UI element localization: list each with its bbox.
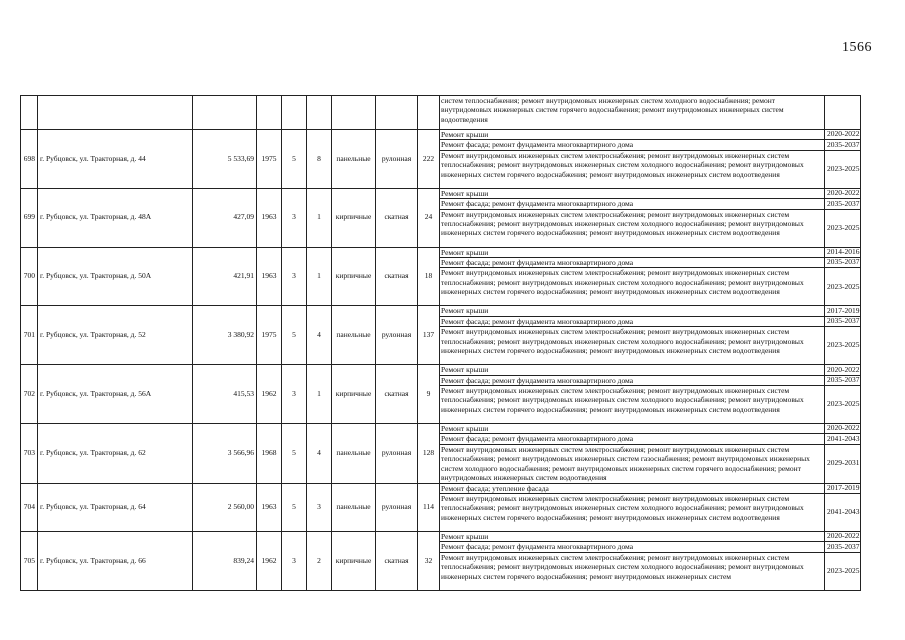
cell-residents: 222 — [418, 130, 440, 189]
table-row — [21, 531, 861, 541]
table-row — [21, 247, 861, 257]
cell-period: 2035-2037 — [825, 199, 861, 209]
cell-work: Ремонт внутридомовых инженерных систем электроснабжения; ремонт внутридомовых инженерных систем теплоснабжения; ремонт внутридомовых инженерных систем холодного водоснабжения; ремонт внутридомовых инженерных систем горячего водоснабжения; ремонт внутридомовых инженерных систем водоотведения — [440, 150, 825, 188]
cell-address: г. Рубцовск, ул. Тракторная, д. 66 — [38, 531, 193, 590]
cell-area: 3 380,92 — [193, 306, 257, 365]
cell-work: Ремонт внутридомовых инженерных систем электроснабжения; ремонт внутридомовых инженерных систем теплоснабжения; ремонт внутридомовых инженерных систем холодного водоснабжения; ремонт внутридомовых инженерных систем горячего водоснабжения; ремонт внутридомовых инженерных систем водоотведения — [440, 268, 825, 306]
cell-num: 701 — [21, 306, 38, 365]
cell-entrances: 1 — [307, 365, 332, 424]
cell-num — [21, 96, 38, 130]
cell-residents: 137 — [418, 306, 440, 365]
cell-year: 1962 — [257, 365, 282, 424]
table-row — [21, 306, 861, 316]
cell-work: Ремонт фасада; ремонт фундамента многоквартирного дома — [440, 140, 825, 150]
cell-period — [825, 96, 861, 130]
table-row — [21, 96, 861, 130]
cell-floors: 5 — [282, 424, 307, 483]
cell-period: 2023-2025 — [825, 386, 861, 424]
cell-roof: рулонная — [376, 424, 418, 483]
cell-period: 2017-2019 — [825, 306, 861, 316]
cell-area: 427,09 — [193, 188, 257, 247]
cell-entrances: 4 — [307, 306, 332, 365]
cell-roof: скатная — [376, 531, 418, 590]
cell-period: 2020-2022 — [825, 365, 861, 375]
cell-year: 1975 — [257, 306, 282, 365]
cell-area: 839,24 — [193, 531, 257, 590]
table-row — [21, 483, 861, 493]
cell-residents: 9 — [418, 365, 440, 424]
cell-roof: скатная — [376, 188, 418, 247]
cell-period: 2035-2037 — [825, 140, 861, 150]
cell-walls: панельные — [332, 130, 376, 189]
cell-area: 2 560,00 — [193, 483, 257, 531]
cell-address: г. Рубцовск, ул. Тракторная, д. 56А — [38, 365, 193, 424]
cell-period: 2035-2037 — [825, 316, 861, 326]
cell-walls: кирпичные — [332, 247, 376, 306]
cell-work: Ремонт фасада; утепление фасада — [440, 483, 825, 493]
cell-roof: рулонная — [376, 130, 418, 189]
cell-address: г. Рубцовск, ул. Тракторная, д. 52 — [38, 306, 193, 365]
cell-entrances: 1 — [307, 247, 332, 306]
cell-period: 2023-2025 — [825, 150, 861, 188]
cell-entrances: 4 — [307, 424, 332, 483]
cell-floors: 3 — [282, 247, 307, 306]
cell-period: 2020-2022 — [825, 188, 861, 198]
cell-period: 2035-2037 — [825, 542, 861, 552]
cell-address — [38, 96, 193, 130]
cell-floors: 3 — [282, 531, 307, 590]
cell-address: г. Рубцовск, ул. Тракторная, д. 64 — [38, 483, 193, 531]
cell-work: систем теплоснабжения; ремонт внутридомовых инженерных систем холодного водоснабжения; ремонт внутридомовых инженерных систем горячего водоснабжения; ремонт внутридомовых инженерных систем водоотведения — [440, 96, 825, 130]
cell-work: Ремонт фасада; ремонт фундамента многоквартирного дома — [440, 375, 825, 385]
table-row — [21, 424, 861, 434]
cell-work: Ремонт фасада; ремонт фундамента многоквартирного дома — [440, 542, 825, 552]
cell-period: 2023-2025 — [825, 327, 861, 365]
cell-work: Ремонт внутридомовых инженерных систем электроснабжения; ремонт внутридомовых инженерных систем теплоснабжения; ремонт внутридомовых инженерных систем холодного водоснабжения; ремонт внутридомовых инженерных систем горячего водоснабжения; ремонт внутридомовых инженерных систем водоотведения — [440, 386, 825, 424]
cell-period: 2020-2022 — [825, 531, 861, 541]
cell-num: 699 — [21, 188, 38, 247]
cell-floors — [282, 96, 307, 130]
cell-area: 415,53 — [193, 365, 257, 424]
cell-work: Ремонт внутридомовых инженерных систем электроснабжения; ремонт внутридомовых инженерных систем теплоснабжения; ремонт внутридомовых инженерных систем газоснабжения; ремонт внутридомовых инженерных систем холодного водоснабжения; ремонт внутридомовых инженерных систем горячего водоснабжения; ремонт внутридомовых инженерных систем водоотведения — [440, 444, 825, 483]
cell-walls: панельные — [332, 483, 376, 531]
cell-period: 2020-2022 — [825, 130, 861, 140]
cell-year: 1968 — [257, 424, 282, 483]
cell-work: Ремонт крыши — [440, 531, 825, 541]
cell-work: Ремонт фасада; ремонт фундамента многоквартирного дома — [440, 258, 825, 268]
cell-work: Ремонт фасада; ремонт фундамента многоквартирного дома — [440, 199, 825, 209]
cell-entrances: 2 — [307, 531, 332, 590]
cell-area: 3 566,96 — [193, 424, 257, 483]
cell-residents: 24 — [418, 188, 440, 247]
table-row — [21, 365, 861, 375]
cell-work: Ремонт крыши — [440, 306, 825, 316]
cell-num: 698 — [21, 130, 38, 189]
page-number: 1566 — [842, 40, 872, 55]
cell-num: 705 — [21, 531, 38, 590]
cell-residents: 114 — [418, 483, 440, 531]
cell-residents: 32 — [418, 531, 440, 590]
cell-year: 1975 — [257, 130, 282, 189]
cell-year: 1963 — [257, 188, 282, 247]
cell-period: 2014-2016 — [825, 247, 861, 257]
cell-area: 421,91 — [193, 247, 257, 306]
cell-area — [193, 96, 257, 130]
cell-work: Ремонт крыши — [440, 130, 825, 140]
cell-entrances: 1 — [307, 188, 332, 247]
cell-period: 2035-2037 — [825, 258, 861, 268]
cell-entrances — [307, 96, 332, 130]
cell-year: 1962 — [257, 531, 282, 590]
cell-address: г. Рубцовск, ул. Тракторная, д. 44 — [38, 130, 193, 189]
cell-work: Ремонт фасада; ремонт фундамента многоквартирного дома — [440, 316, 825, 326]
cell-walls: панельные — [332, 424, 376, 483]
cell-walls: кирпичные — [332, 188, 376, 247]
cell-year: 1963 — [257, 247, 282, 306]
cell-period: 2023-2025 — [825, 209, 861, 247]
cell-address: г. Рубцовск, ул. Тракторная, д. 62 — [38, 424, 193, 483]
cell-work: Ремонт крыши — [440, 247, 825, 257]
cell-residents: 18 — [418, 247, 440, 306]
cell-walls: кирпичные — [332, 531, 376, 590]
cell-roof — [376, 96, 418, 130]
cell-num: 703 — [21, 424, 38, 483]
cell-residents: 128 — [418, 424, 440, 483]
cell-floors: 3 — [282, 188, 307, 247]
cell-roof: скатная — [376, 365, 418, 424]
cell-roof: рулонная — [376, 483, 418, 531]
cell-num: 700 — [21, 247, 38, 306]
cell-address: г. Рубцовск, ул. Тракторная, д. 48А — [38, 188, 193, 247]
cell-period: 2020-2022 — [825, 424, 861, 434]
cell-address: г. Рубцовск, ул. Тракторная, д. 50А — [38, 247, 193, 306]
table-row — [21, 188, 861, 198]
cell-floors: 5 — [282, 306, 307, 365]
cell-roof: рулонная — [376, 306, 418, 365]
cell-entrances: 3 — [307, 483, 332, 531]
cell-walls: кирпичные — [332, 365, 376, 424]
cell-period: 2023-2025 — [825, 268, 861, 306]
cell-work: Ремонт внутридомовых инженерных систем электроснабжения; ремонт внутридомовых инженерных систем теплоснабжения; ремонт внутридомовых инженерных систем холодного водоснабжения; ремонт внутридомовых инженерных систем горячего водоснабжения; ремонт внутридомовых инженерных систем водоотведения — [440, 327, 825, 365]
cell-period: 2023-2025 — [825, 552, 861, 590]
cell-area: 5 533,69 — [193, 130, 257, 189]
table-row — [21, 130, 861, 140]
cell-work: Ремонт крыши — [440, 365, 825, 375]
cell-walls — [332, 96, 376, 130]
cell-work: Ремонт внутридомовых инженерных систем электроснабжения; ремонт внутридомовых инженерных систем теплоснабжения; ремонт внутридомовых инженерных систем холодного водоснабжения; ремонт внутридомовых инженерных систем горячего водоснабжения; ремонт внутридомовых инженерных систем водоотведения — [440, 209, 825, 247]
cell-floors: 3 — [282, 365, 307, 424]
cell-residents — [418, 96, 440, 130]
cell-roof: скатная — [376, 247, 418, 306]
cell-year — [257, 96, 282, 130]
cell-floors: 5 — [282, 483, 307, 531]
cell-floors: 5 — [282, 130, 307, 189]
cell-work: Ремонт внутридомовых инженерных систем электроснабжения; ремонт внутридомовых инженерных систем теплоснабжения; ремонт внутридомовых инженерных систем холодного водоснабжения; ремонт внутридомовых инженерных систем горячего водоснабжения; ремонт внутридомовых инженерных систем — [440, 552, 825, 590]
cell-entrances: 8 — [307, 130, 332, 189]
cell-period: 2017-2019 — [825, 483, 861, 493]
cell-period: 2029-2031 — [825, 444, 861, 483]
cell-num: 704 — [21, 483, 38, 531]
cell-num: 702 — [21, 365, 38, 424]
cell-walls: панельные — [332, 306, 376, 365]
cell-work: Ремонт внутридомовых инженерных систем электроснабжения; ремонт внутридомовых инженерных систем теплоснабжения; ремонт внутридомовых инженерных систем холодного водоснабжения; ремонт внутридомовых инженерных систем горячего водоснабжения; ремонт внутридомовых инженерных систем водоотведения — [440, 493, 825, 531]
cell-period: 2041-2043 — [825, 434, 861, 444]
cell-period: 2041-2043 — [825, 493, 861, 531]
cell-work: Ремонт фасада; ремонт фундамента многоквартирного дома — [440, 434, 825, 444]
cell-work: Ремонт крыши — [440, 424, 825, 434]
cell-period: 2035-2037 — [825, 375, 861, 385]
cell-work: Ремонт крыши — [440, 188, 825, 198]
repair-schedule-table — [20, 95, 861, 591]
cell-year: 1963 — [257, 483, 282, 531]
